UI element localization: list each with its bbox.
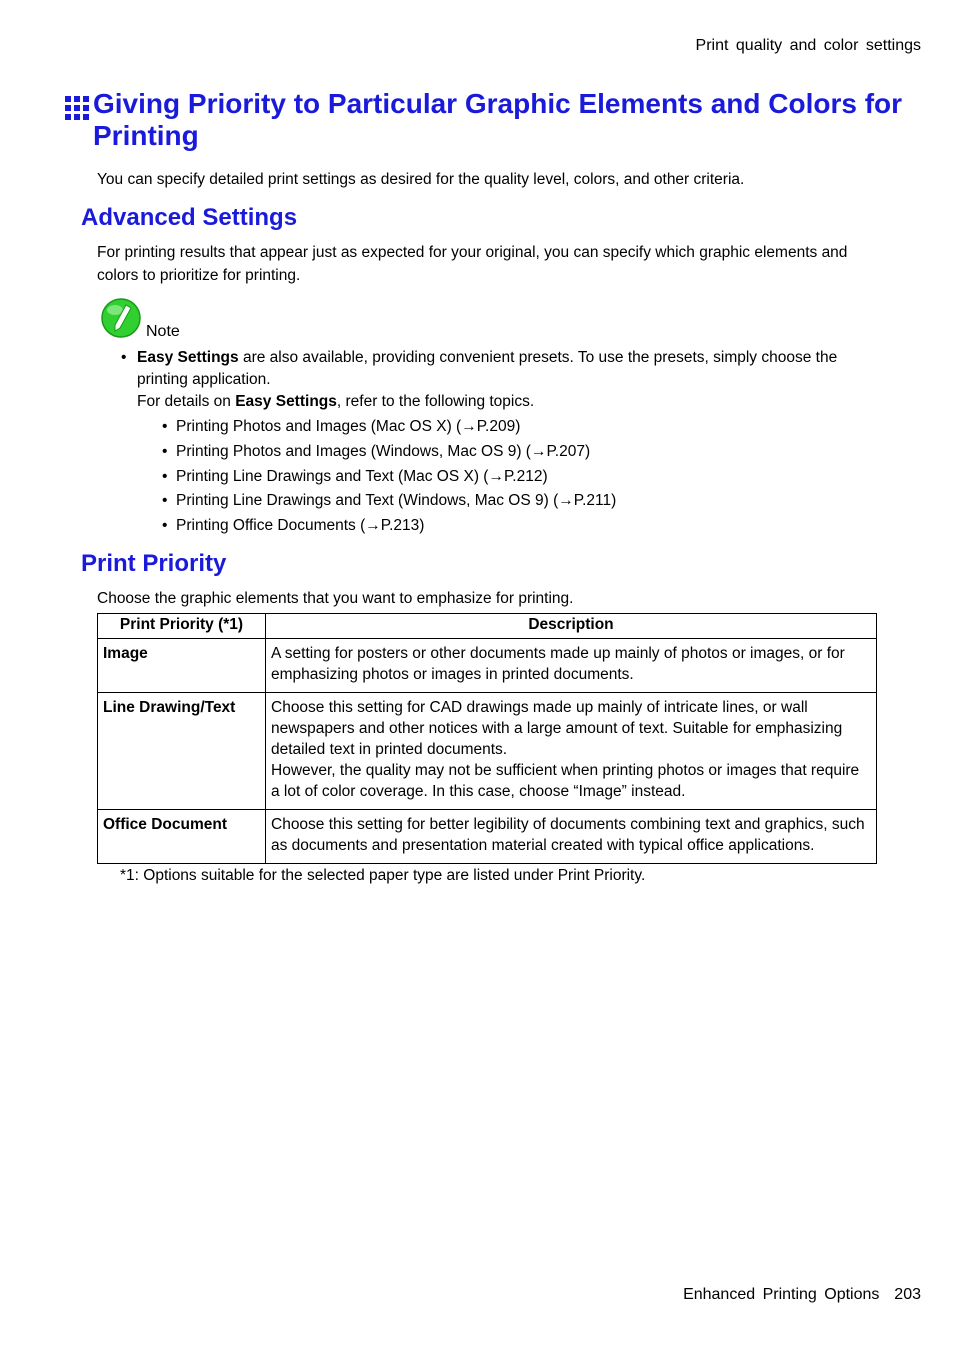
running-header: Print quality and color settings	[695, 37, 921, 54]
print-priority-heading: Print Priority	[81, 550, 227, 577]
grid-squares-icon	[65, 96, 89, 120]
details-prefix: For details on	[137, 393, 236, 410]
note-label: Note	[146, 323, 180, 340]
list-item[interactable]: • Printing Photos and Images (Mac OS X) (→P.209)	[162, 418, 521, 435]
priority-name: Office Document	[98, 810, 266, 864]
intro-text: You can specify detailed print settings as desired for the quality level, colors, and other criteria.	[97, 171, 745, 188]
details-suffix: , refer to the following topics.	[336, 393, 535, 410]
note-details-text	[137, 391, 877, 413]
topic-link[interactable]: Printing Line Drawings and Text (Windows, Mac OS 9) (→P.211)	[176, 492, 617, 510]
description-paragraph: Choose this setting for better legibility of documents combining text and graphics, such as documents and presentation material created with typical office applications.	[271, 816, 865, 854]
print-priority-table	[97, 613, 877, 864]
note-bullet-text	[137, 347, 877, 391]
page-number: 203	[894, 1286, 921, 1303]
table-header-row	[98, 614, 877, 639]
page-footer	[683, 1286, 921, 1304]
description-paragraph: However, the quality may not be sufficient when printing photos or images that require a lot of color coverage. In this case, choose “Image” instead.	[271, 762, 860, 800]
list-item[interactable]: • Printing Photos and Images (Windows, Mac OS 9) (→P.207)	[162, 442, 591, 460]
table-row	[98, 693, 877, 810]
column-header: Description	[266, 614, 877, 639]
note-bullet-rest: are also available, providing convenient presets. To use the presets, simply choose the printing application.	[137, 349, 838, 388]
description-paragraph: Choose this setting for CAD drawings made up mainly of intricate lines, or wall newspapers and other notices with a large amount of text. Suitable for emphasizing detailed text in printed documents.	[271, 699, 843, 758]
footer-section: Enhanced Printing Options	[683, 1286, 880, 1303]
table-row	[98, 810, 877, 864]
priority-description	[266, 639, 877, 693]
column-header: Print Priority (*1)	[98, 614, 266, 639]
priority-name: Line Drawing/Text	[98, 693, 266, 810]
topic-link[interactable]: Printing Line Drawings and Text (Mac OS X) (→P.212)	[176, 467, 548, 485]
priority-description	[266, 693, 877, 810]
topic-list	[162, 415, 616, 539]
list-item[interactable]: • Printing Line Drawings and Text (Windows, Mac OS 9) (→P.211)	[162, 492, 617, 510]
list-item[interactable]: • Printing Office Documents (→P.213)	[162, 517, 425, 534]
topic-link[interactable]: Printing Photos and Images (Windows, Mac OS 9) (→P.207)	[176, 442, 591, 460]
list-item[interactable]: • Printing Line Drawings and Text (Mac OS X) (→P.212)	[162, 467, 548, 485]
details-bold: Easy Settings	[235, 393, 337, 410]
table-row	[98, 639, 877, 693]
page-title: Giving Priority to Particular Graphic Elements and Colors for Printing	[93, 88, 903, 151]
advanced-settings-text: For printing results that appear just as expected for your original, you can specify which graphic elements and colors to prioritize for printing.	[97, 244, 848, 284]
print-priority-text: Choose the graphic elements that you want to emphasize for printing.	[97, 590, 574, 607]
priority-name: Image	[98, 639, 266, 693]
pencil-note-icon	[100, 297, 142, 339]
bullet-dot: •	[121, 349, 127, 366]
footnote: *1: Options suitable for the selected paper type are listed under Print Priority.	[120, 867, 646, 884]
priority-description	[266, 810, 877, 864]
easy-settings-bold: Easy Settings	[137, 349, 239, 366]
advanced-settings-heading: Advanced Settings	[81, 204, 298, 231]
description-paragraph: A setting for posters or other documents made up mainly of photos or images, or for emphasizing photos or images in printed documents.	[271, 645, 845, 683]
topic-link[interactable]: Printing Office Documents (→P.213)	[176, 517, 425, 534]
topic-link[interactable]: Printing Photos and Images (Mac OS X) (→P.209)	[176, 418, 521, 435]
